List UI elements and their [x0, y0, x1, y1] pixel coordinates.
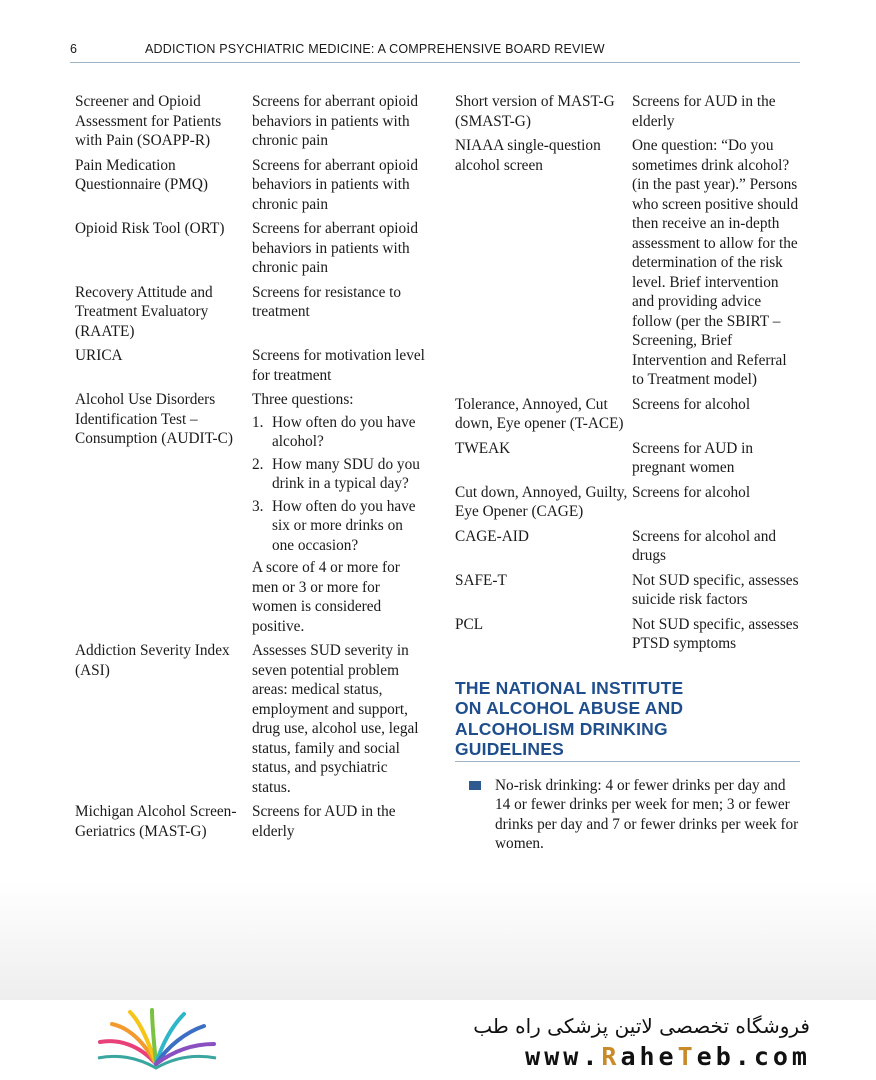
store-url — [466, 1042, 811, 1071]
audit-score: A score of 4 or more for men or 3 or more for women is considered positive. — [252, 559, 400, 635]
url-accent-t: T — [677, 1042, 697, 1071]
url-accent-r: R — [601, 1042, 621, 1071]
section-rule — [455, 761, 800, 762]
table-term: Recovery Attitude and Treatment Evaluatory (RAATE) — [75, 283, 213, 340]
table-row — [455, 92, 800, 131]
list-item — [252, 413, 425, 452]
url-mid-1: ahe — [620, 1042, 678, 1071]
audit-intro: Three questions: — [252, 391, 354, 408]
list-number: 1. — [252, 413, 264, 431]
table-desc: Screens for alcohol and drugs — [632, 527, 776, 564]
open-book-logo-icon — [92, 1008, 222, 1072]
running-header — [70, 40, 800, 63]
watermark-footer — [0, 1000, 876, 1080]
table-desc: Screens for AUD in the elderly — [252, 803, 396, 840]
table-desc: One question: “Do you sometimes drink alcohol? (in the past year).” Persons who screen positive should then receive an in-depth assessment to allow for the determination of the risk level. Brief intervention and providing advice follow (per the SBIRT – Screening, Brief Intervention and Referral to Treatment model) — [632, 137, 799, 388]
table-desc: Screens for motivation level for treatment — [252, 347, 425, 384]
table-term: Addiction Severity Index (ASI) — [75, 642, 230, 679]
table-row — [455, 439, 800, 478]
table-row — [455, 615, 800, 654]
section-heading: THE NATIONAL INSTITUTE ON ALCOHOL ABUSE AND ALCOHOLISM DRINKING GUIDELINES — [455, 677, 684, 759]
table-term: Alcohol Use Disorders Identification Test – Consumption (AUDIT-C) — [75, 391, 233, 447]
table-row — [455, 395, 800, 434]
table-row — [75, 641, 425, 797]
table-row — [455, 483, 800, 522]
table-desc: Screens for alcohol — [632, 395, 751, 413]
table-row — [455, 136, 800, 390]
list-text: How often do you have alcohol? — [272, 413, 416, 450]
table-term: URICA — [75, 347, 123, 364]
table-row — [75, 219, 425, 278]
table-desc: Screens for AUD in the elderly — [632, 93, 776, 130]
store-name-persian: فروشگاه تخصصی لاتین پزشکی راه طب — [473, 1014, 810, 1038]
table-desc — [252, 390, 425, 636]
list-item — [252, 497, 425, 556]
table-row — [75, 346, 425, 385]
table-term: Tolerance, Annoyed, Cut down, Eye opener (T-ACE) — [455, 395, 624, 432]
list-text: How often do you have six or more drinks on one occasion? — [272, 497, 416, 554]
table-term: Cut down, Annoyed, Guilty, Eye Opener (CAGE) — [455, 483, 628, 520]
table-row — [455, 571, 800, 610]
table-desc: Screens for resistance to treatment — [252, 283, 402, 320]
table-term: NIAAA single-question alcohol screen — [455, 137, 601, 174]
table-desc: Screens for alcohol — [632, 483, 751, 501]
table-desc: Screens for AUD in pregnant women — [632, 439, 754, 476]
list-text: How many SDU do you drink in a typical day? — [272, 455, 420, 492]
url-mid-2: eb — [696, 1042, 735, 1071]
right-column — [455, 92, 800, 854]
table-row — [75, 92, 425, 151]
audit-row — [75, 390, 425, 636]
table-term: Short version of MAST-G (SMAST-G) — [455, 93, 615, 130]
url-suffix: .com — [734, 1042, 811, 1071]
table-row — [455, 527, 800, 566]
url-prefix: www. — [525, 1042, 602, 1071]
list-number: 3. — [252, 497, 264, 515]
table-term: SAFE-T — [455, 571, 507, 589]
table-desc: Not SUD specific, assesses suicide risk factors — [632, 571, 799, 608]
table-row — [75, 283, 425, 342]
table-desc: Assesses SUD severity in seven potential problem areas: medical status, employment and support, drug use, alcohol use, legal status, family and social status, and psychiatric status. — [252, 642, 419, 796]
table-desc: Screens for aberrant opioid behaviors in patients with chronic pain — [252, 156, 419, 213]
left-column — [75, 92, 425, 846]
table-desc: Screens for aberrant opioid behaviors in patients with chronic pain — [252, 220, 419, 276]
list-item — [252, 455, 425, 494]
audit-question-list — [252, 413, 425, 556]
square-bullet-icon — [469, 781, 481, 790]
page-number: 6 — [70, 42, 78, 56]
table-desc: Screens for aberrant opioid behaviors in patients with chronic pain — [252, 93, 419, 149]
guideline-bullet — [455, 776, 800, 854]
table-desc: Not SUD specific, assesses PTSD symptoms — [632, 615, 799, 652]
book-title: ADDICTION PSYCHIATRIC MEDICINE: A COMPREHENSIVE BOARD REVIEW — [145, 42, 605, 56]
table-row — [75, 802, 425, 841]
table-term: Pain Medication Questionnaire (PMQ) — [75, 156, 208, 193]
table-term: TWEAK — [455, 439, 511, 457]
table-term: Michigan Alcohol Screen-Geriatrics (MAST-G) — [75, 803, 237, 840]
table-term: CAGE-AID — [455, 527, 529, 545]
list-number: 2. — [252, 455, 264, 473]
table-row — [75, 156, 425, 215]
table-term: Opioid Risk Tool (ORT) — [75, 220, 225, 237]
table-term: Screener and Opioid Assessment for Patients with Pain (SOAPP-R) — [75, 93, 222, 149]
bullet-text: No-risk drinking: 4 or fewer drinks per day and 14 or fewer drinks per week for men; 3 or fewer drinks per day and 7 or fewer drinks per week for women. — [495, 776, 799, 852]
table-term: PCL — [455, 615, 484, 633]
